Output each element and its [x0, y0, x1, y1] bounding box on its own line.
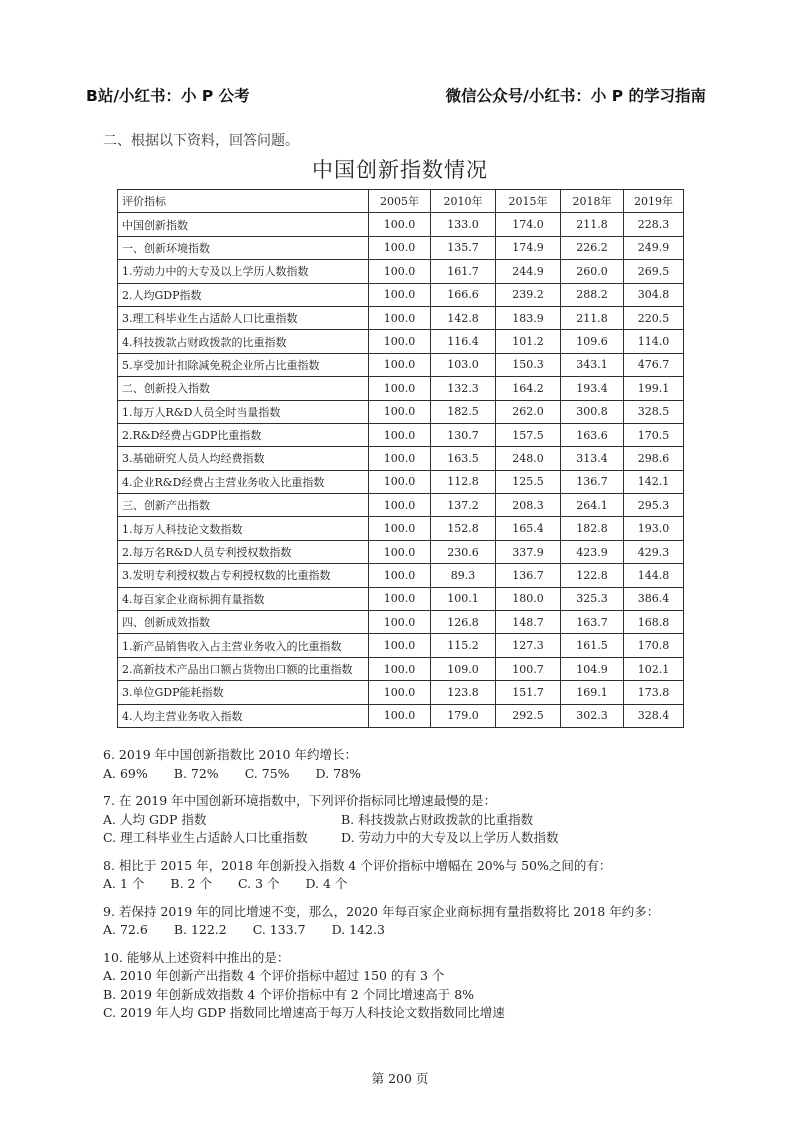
table-title: 中国创新指数情况	[312, 158, 488, 182]
column-header: 2019年	[624, 190, 684, 213]
questions-section	[103, 746, 743, 1032]
index-value: 100.7	[496, 657, 561, 680]
index-value: 300.8	[561, 400, 624, 423]
header-right-text: 微信公众号/小红书：小 P 的学习指南	[445, 87, 706, 105]
index-value: 166.6	[431, 283, 496, 306]
indicator-name: 中国创新指数	[118, 213, 369, 236]
index-value: 100.0	[369, 657, 431, 680]
indicator-name: 3.单位GDP能耗指数	[118, 681, 369, 704]
indicator-name: 3.基础研究人员人均经费指数	[118, 447, 369, 470]
index-value: 100.0	[369, 377, 431, 400]
question-stem: 10. 能够从上述资料中推出的是：	[103, 949, 290, 965]
index-value: 100.0	[369, 634, 431, 657]
question-stem: 7. 在 2019 年中国创新环境指数中，下列评价指标同比增速最慢的是：	[103, 793, 497, 808]
index-value: 100.0	[369, 517, 431, 540]
question-item	[103, 746, 743, 783]
indicator-name: 1.劳动力中的大专及以上学历人数指数	[118, 260, 369, 283]
table-row	[118, 330, 684, 353]
index-value: 174.0	[496, 213, 561, 236]
index-value: 180.0	[496, 587, 561, 610]
answer-option: D. 4 个	[305, 876, 348, 891]
answer-option: D. 劳动力中的大专及以上学历人数指数	[341, 830, 559, 845]
column-header: 评价指标	[118, 190, 369, 213]
index-value: 142.8	[431, 306, 496, 329]
indicator-name: 一、创新环境指数	[118, 236, 369, 259]
index-value: 164.2	[496, 377, 561, 400]
index-value: 313.4	[561, 447, 624, 470]
table-row	[118, 260, 684, 283]
index-value: 165.4	[496, 517, 561, 540]
answer-options	[103, 765, 743, 784]
index-value: 182.5	[431, 400, 496, 423]
question-stem: 8. 相比于 2015 年，2018 年创新投入指数 4 个评价指标中增幅在 20%与 50%之间的有：	[103, 857, 612, 873]
index-value: 100.0	[369, 330, 431, 353]
table-row	[118, 283, 684, 306]
indicator-name: 二、创新投入指数	[118, 377, 369, 400]
indicator-name: 2.R&D经费占GDP比重指数	[118, 423, 369, 446]
table-row	[118, 400, 684, 423]
index-value: 295.3	[624, 494, 684, 517]
indicator-name: 3.理工科毕业生占适龄人口比重指数	[118, 306, 369, 329]
index-value: 328.5	[624, 400, 684, 423]
index-value: 208.3	[496, 494, 561, 517]
table-row	[118, 353, 684, 376]
indicator-name: 4.每百家企业商标拥有量指数	[118, 587, 369, 610]
column-header: 2005年	[369, 190, 431, 213]
index-value: 100.0	[369, 681, 431, 704]
index-value: 169.1	[561, 681, 624, 704]
index-value: 173.8	[624, 681, 684, 704]
index-value: 292.5	[496, 704, 561, 727]
table-row	[118, 447, 684, 470]
index-value: 122.8	[561, 564, 624, 587]
table-row	[118, 611, 684, 634]
index-value: 115.2	[431, 634, 496, 657]
index-value: 142.1	[624, 470, 684, 493]
index-value: 423.9	[561, 540, 624, 563]
indicator-name: 2.每万名R&D人员专利授权数指数	[118, 540, 369, 563]
index-value: 109.0	[431, 657, 496, 680]
index-value: 174.9	[496, 236, 561, 259]
index-value: 100.1	[431, 587, 496, 610]
column-header: 2018年	[561, 190, 624, 213]
index-value: 239.2	[496, 283, 561, 306]
answer-option: A. 72.6	[103, 922, 148, 937]
question-item	[103, 949, 743, 1023]
index-value: 100.0	[369, 447, 431, 470]
indicator-name: 三、创新产出指数	[118, 494, 369, 517]
table-row	[118, 634, 684, 657]
index-value: 179.0	[431, 704, 496, 727]
table-row	[118, 423, 684, 446]
innovation-index-table	[117, 189, 684, 728]
index-value: 343.1	[561, 353, 624, 376]
index-value: 328.4	[624, 704, 684, 727]
answer-option: A. 69%	[103, 765, 148, 781]
index-value: 100.0	[369, 283, 431, 306]
indicator-name: 1.每万人R&D人员全时当量指数	[118, 400, 369, 423]
answer-option: B. 122.2	[173, 922, 227, 937]
index-value: 132.3	[431, 377, 496, 400]
index-value: 100.0	[369, 470, 431, 493]
indicator-name: 5.享受加计扣除减免税企业所占比重指数	[118, 353, 369, 376]
index-value: 228.3	[624, 213, 684, 236]
index-value: 220.5	[624, 306, 684, 329]
table-row	[118, 564, 684, 587]
index-value: 137.2	[431, 494, 496, 517]
index-value: 102.1	[624, 657, 684, 680]
table-row	[118, 377, 684, 400]
question-item	[103, 857, 743, 894]
table-row	[118, 587, 684, 610]
index-value: 133.0	[431, 213, 496, 236]
index-value: 100.0	[369, 353, 431, 376]
answer-option: C. 3 个	[237, 876, 280, 891]
answer-option: B. 2 个	[170, 876, 212, 891]
index-value: 168.8	[624, 611, 684, 634]
table-row	[118, 236, 684, 259]
answer-option: C. 75%	[244, 765, 290, 781]
index-value: 211.8	[561, 213, 624, 236]
index-value: 152.8	[431, 517, 496, 540]
index-value: 163.5	[431, 447, 496, 470]
index-value: 298.6	[624, 447, 684, 470]
index-value: 249.9	[624, 236, 684, 259]
index-value: 100.0	[369, 260, 431, 283]
index-value: 125.5	[496, 470, 561, 493]
index-value: 199.1	[624, 377, 684, 400]
header-left-text: B站/小红书：小 P 公考	[86, 87, 250, 105]
indicator-name: 4.企业R&D经费占主营业务收入比重指数	[118, 470, 369, 493]
index-value: 325.3	[561, 587, 624, 610]
index-value: 170.8	[624, 634, 684, 657]
index-value: 100.0	[369, 213, 431, 236]
index-value: 130.7	[431, 423, 496, 446]
question-item	[103, 792, 743, 848]
index-value: 151.7	[496, 681, 561, 704]
index-value: 127.3	[496, 634, 561, 657]
index-value: 183.9	[496, 306, 561, 329]
answer-options	[103, 875, 743, 894]
table-row	[118, 704, 684, 727]
answer-option: B. 科技拨款占财政拨款的比重指数	[341, 811, 534, 827]
index-value: 104.9	[561, 657, 624, 680]
answer-options	[103, 811, 743, 848]
index-value: 230.6	[431, 540, 496, 563]
index-value: 262.0	[496, 400, 561, 423]
indicator-name: 四、创新成效指数	[118, 611, 369, 634]
answer-option: D. 142.3	[331, 922, 385, 937]
table-body	[118, 213, 684, 728]
index-value: 211.8	[561, 306, 624, 329]
index-value: 163.6	[561, 423, 624, 446]
index-value: 148.7	[496, 611, 561, 634]
answer-options	[103, 921, 743, 940]
index-value: 100.0	[369, 587, 431, 610]
index-value: 150.3	[496, 353, 561, 376]
index-value: 100.0	[369, 306, 431, 329]
index-value: 157.5	[496, 423, 561, 446]
question-item	[103, 903, 743, 940]
question-stem: 9. 若保持 2019 年的同比增速不变，那么，2020 年每百家企业商标拥有量指数将比 2018 年约多：	[103, 903, 660, 919]
index-value: 260.0	[561, 260, 624, 283]
index-value: 476.7	[624, 353, 684, 376]
table-row	[118, 681, 684, 704]
indicator-name: 1.每万人科技论文数指数	[118, 517, 369, 540]
column-header: 2015年	[496, 190, 561, 213]
index-value: 123.8	[431, 681, 496, 704]
index-value: 304.8	[624, 283, 684, 306]
answer-option: C. 133.7	[252, 922, 306, 937]
index-value: 100.0	[369, 400, 431, 423]
table-row	[118, 470, 684, 493]
index-value: 182.8	[561, 517, 624, 540]
index-value: 269.5	[624, 260, 684, 283]
index-value: 302.3	[561, 704, 624, 727]
table-row	[118, 494, 684, 517]
answer-option: C. 理工科毕业生占适龄人口比重指数	[103, 830, 308, 845]
index-value: 244.9	[496, 260, 561, 283]
index-value: 112.8	[431, 470, 496, 493]
index-value: 116.4	[431, 330, 496, 353]
indicator-name: 2.高新技术产品出口额占货物出口额的比重指数	[118, 657, 369, 680]
index-value: 264.1	[561, 494, 624, 517]
table-row	[118, 657, 684, 680]
section-intro: 二、根据以下资料，回答问题。	[103, 133, 299, 149]
answer-option: A. 人均 GDP 指数	[103, 811, 207, 827]
index-value: 114.0	[624, 330, 684, 353]
index-value: 144.8	[624, 564, 684, 587]
page-number: 第 200 页	[371, 1071, 429, 1086]
index-value: 103.0	[431, 353, 496, 376]
table-header-row	[118, 190, 684, 213]
index-value: 89.3	[431, 564, 496, 587]
index-value: 288.2	[561, 283, 624, 306]
indicator-name: 4.科技拨款占财政拨款的比重指数	[118, 330, 369, 353]
index-value: 170.5	[624, 423, 684, 446]
table-row	[118, 213, 684, 236]
indicator-name: 2.人均GDP指数	[118, 283, 369, 306]
index-value: 136.7	[561, 470, 624, 493]
index-value: 161.7	[431, 260, 496, 283]
index-value: 136.7	[496, 564, 561, 587]
index-value: 100.0	[369, 494, 431, 517]
index-value: 193.0	[624, 517, 684, 540]
question-statement: A. 2010 年创新产出指数 4 个评价指标中超过 150 的有 3 个	[103, 968, 445, 983]
index-value: 100.0	[369, 704, 431, 727]
index-value: 126.8	[431, 611, 496, 634]
index-value: 163.7	[561, 611, 624, 634]
question-statement: C. 2019 年人均 GDP 指数同比增速高于每万人科技论文数指数同比增速	[103, 1005, 505, 1020]
answer-option: B. 72%	[173, 765, 219, 781]
index-value: 161.5	[561, 634, 624, 657]
indicator-name: 4.人均主营业务收入指数	[118, 704, 369, 727]
question-stem: 6. 2019 年中国创新指数比 2010 年约增长：	[103, 747, 357, 762]
column-header: 2010年	[431, 190, 496, 213]
index-value: 193.4	[561, 377, 624, 400]
index-value: 429.3	[624, 540, 684, 563]
index-value: 226.2	[561, 236, 624, 259]
table-row	[118, 306, 684, 329]
index-value: 248.0	[496, 447, 561, 470]
indicator-name: 3.发明专利授权数占专利授权数的比重指数	[118, 564, 369, 587]
table-row	[118, 540, 684, 563]
table-row	[118, 517, 684, 540]
answer-option: A. 1 个	[103, 876, 145, 891]
index-value: 386.4	[624, 587, 684, 610]
indicator-name: 1.新产品销售收入占主营业务收入的比重指数	[118, 634, 369, 657]
answer-option: D. 78%	[315, 765, 361, 781]
index-value: 100.0	[369, 564, 431, 587]
index-value: 101.2	[496, 330, 561, 353]
index-value: 337.9	[496, 540, 561, 563]
index-value: 100.0	[369, 540, 431, 563]
index-value: 109.6	[561, 330, 624, 353]
question-statement: B. 2019 年创新成效指数 4 个评价指标中有 2 个同比增速高于 8%	[103, 986, 475, 1002]
index-value: 100.0	[369, 423, 431, 446]
index-value: 100.0	[369, 611, 431, 634]
index-value: 100.0	[369, 236, 431, 259]
index-value: 135.7	[431, 236, 496, 259]
